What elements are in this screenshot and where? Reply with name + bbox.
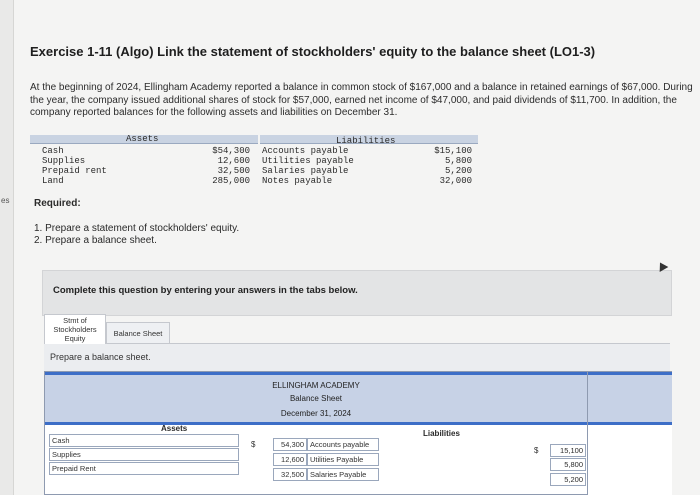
asset-amount-input[interactable]: 12,600 <box>273 453 307 466</box>
required-heading: Required: <box>34 198 81 209</box>
asset-name-input[interactable]: Cash <box>49 434 239 447</box>
panel-instruction: Complete this question by entering your answers in the tabs below. <box>53 285 358 296</box>
statement-date: December 31, 2024 <box>280 409 352 418</box>
liability-name: Notes payable <box>262 176 333 186</box>
asset-amount: 285,000 <box>212 176 250 186</box>
liability-amount: 32,000 <box>439 176 472 186</box>
liabilities-header: Liabilities <box>260 135 478 144</box>
tab-stmt-of-stockholders-equity[interactable]: Stmt of Stockholders Equity <box>44 314 106 344</box>
asset-name: Cash <box>42 146 64 156</box>
required-item: 2. Prepare a balance sheet. <box>34 235 157 246</box>
assets-label: Assets <box>161 424 188 433</box>
asset-name-input[interactable]: Supplies <box>49 448 239 461</box>
left-sidebar-edge <box>0 0 14 495</box>
asset-name: Land <box>42 176 64 186</box>
asset-amount-input[interactable]: 54,300 <box>273 438 307 451</box>
asset-amount-input[interactable]: 32,500 <box>273 468 307 481</box>
required-list <box>34 223 239 247</box>
liability-name: Utilities payable <box>262 156 354 166</box>
exercise-intro: At the beginning of 2024, Ellingham Academy reported a balance in common stock of $167,000 and a balance in retained earnings of $67,000. During the year, the company issued additional shares of stock for $57,000, earned net income of $47,000, and paid dividends of $11,700. In addition, the company reported balances for the following assets and liabilities on December 31. <box>30 82 693 118</box>
dollar-sign: $ <box>534 446 539 455</box>
balance-sheet-form <box>44 371 588 495</box>
liability-name: Accounts payable <box>262 146 349 156</box>
statement-title: Balance Sheet <box>289 394 343 403</box>
dollar-sign: $ <box>251 440 256 449</box>
tab-instruction: Prepare a balance sheet. <box>50 352 151 362</box>
liability-amounts-column <box>418 146 472 186</box>
liability-name-input[interactable]: Salaries Payable <box>307 468 379 481</box>
header-rule-bottom <box>45 422 587 425</box>
right-header-band <box>588 372 672 425</box>
liability-name-input[interactable]: Utilities Payable <box>307 453 379 466</box>
instruction-panel <box>42 270 672 316</box>
required-item: 1. Prepare a statement of stockholders' equity. <box>34 223 240 234</box>
liability-amount-input[interactable]: 5,800 <box>550 458 586 471</box>
liability-amount: 5,200 <box>444 166 472 176</box>
exercise-title: Exercise 1-11 (Algo) Link the statement of stockholders' equity to the balance sheet (LO1-3) <box>30 44 596 59</box>
liability-amount: 5,800 <box>444 156 472 166</box>
liability-name-input[interactable]: Accounts payable <box>307 438 379 451</box>
liability-amount-input[interactable]: 5,200 <box>550 473 586 486</box>
asset-amount: $54,300 <box>212 146 250 156</box>
asset-amounts-column <box>190 146 250 186</box>
liability-amount: $15,100 <box>434 146 472 156</box>
asset-name: Supplies <box>42 156 86 166</box>
company-name: ELLINGHAM ACADEMY <box>272 381 360 390</box>
asset-name: Prepaid rent <box>42 166 107 176</box>
liability-names-column <box>262 146 354 186</box>
asset-name-input[interactable]: Prepaid Rent <box>49 462 239 475</box>
asset-amount: 32,500 <box>217 166 250 176</box>
asset-names-column <box>42 146 107 186</box>
given-balances-table <box>30 135 478 190</box>
liability-amounts-form <box>534 371 672 495</box>
liabilities-label: Liabilities <box>423 429 460 438</box>
assets-header: Assets <box>30 135 258 144</box>
header-rule-top <box>45 372 587 375</box>
tab-balance-sheet[interactable]: Balance Sheet <box>106 322 170 344</box>
liability-name: Salaries payable <box>262 166 349 176</box>
asset-amount: 12,600 <box>217 156 250 166</box>
sidebar-fragment-text: es <box>1 196 10 205</box>
liability-amount-input[interactable]: 15,100 <box>550 444 586 457</box>
